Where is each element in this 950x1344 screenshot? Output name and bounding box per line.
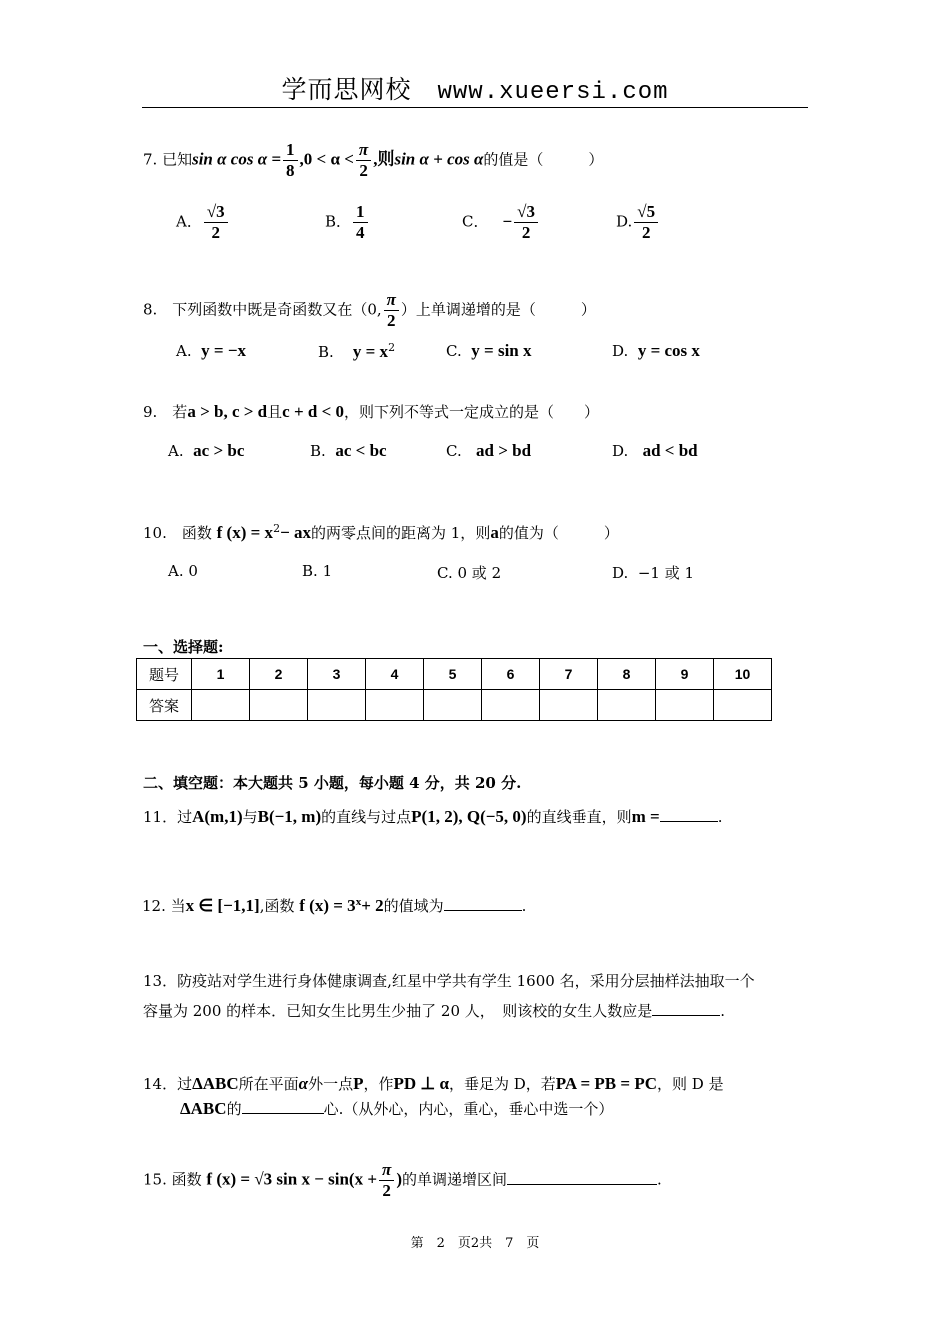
section-1-title: 一、选择题: (143, 638, 224, 656)
q13-answer-blank[interactable] (652, 1001, 720, 1016)
q10-option-b: B. 1 (302, 562, 333, 580)
section-2-title: 二、填空题：本大题共 5 小题，每小题 4 分，共 20 分. (143, 774, 522, 792)
q8-suffix: ）上单调递增的是（ ） (400, 300, 596, 319)
q10-option-c: C. 0 或 2 (437, 564, 502, 582)
q7-frac-pi-2: $\frac{\pi}{2}$ (356, 140, 371, 181)
question-14-line-1: 14．过ΔABC所在平面α外一点P，作PD ⊥ α，垂足为 D，若PA = PB = PC，则 D 是 (143, 1074, 724, 1093)
q8-prefix: 8. 下列函数中既是奇函数又在（0, (143, 300, 382, 319)
col-5: 5 (424, 659, 482, 690)
q9-cond1: a > b, c > d (187, 402, 268, 421)
q14-answer-blank[interactable] (242, 1099, 324, 1114)
col-7: 7 (540, 659, 598, 690)
q7-suffix: 的值是（ ） (483, 150, 604, 169)
question-9: 9. 若a > b, c > d且c + d < 0，则下列不等式一定成立的是（ ） (143, 402, 600, 421)
answer-table-header-row (137, 659, 772, 690)
question-7 (143, 140, 603, 181)
answer-cell-3[interactable] (308, 690, 366, 721)
q9-option-a: A. ac > bc (168, 441, 245, 460)
q7-cond-a: sin α cos α = (192, 149, 282, 169)
answer-table-number-head: 题号 (137, 659, 192, 690)
q7-frac-1-8: $\frac{1}{8}$ (283, 140, 298, 181)
q7-option-b: B． $\frac{1}{4}$ (325, 202, 370, 243)
q9-option-d: D. ad < bd (612, 441, 698, 460)
q7-cond-c: ,则 (373, 149, 395, 169)
answer-table-answer-row (137, 690, 772, 721)
col-6: 6 (482, 659, 540, 690)
question-10: 10. 函数 f $(x) = x^2-$ ax的两零点间的距离为 1，则a的值为（ ） (143, 522, 619, 542)
answer-cell-10[interactable] (714, 690, 772, 721)
answer-cell-5[interactable] (424, 690, 482, 721)
q10-func: f (x) = x (216, 523, 274, 542)
question-13-line-1: 13．防疫站对学生进行身体健康调查,红星中学共有学生 1600 名，采用分层抽样法抽取一个 (143, 972, 755, 990)
q7-option-d: D. $\frac{√5}{2}$ (616, 202, 660, 243)
q8-option-d: D. y = cos x (612, 341, 700, 360)
answer-cell-8[interactable] (598, 690, 656, 721)
q10-option-d: D. −1 或 1 (612, 564, 695, 582)
answer-cell-1[interactable] (192, 690, 250, 721)
question-14-line-2: ΔABC的 心.（从外心，内心，重心，垂心中选一个） (180, 1099, 614, 1118)
answer-cell-6[interactable] (482, 690, 540, 721)
question-15: 15. 函数 f (x) = √3 sin x − sin(x + $\frac{\pi}{2}$ )的单调递增区间 . (143, 1160, 662, 1200)
page-header (0, 70, 950, 106)
col-4: 4 (366, 659, 424, 690)
school-name: 学而思网校 (281, 75, 412, 104)
q7-option-c: C． − $\frac{√3}{2}$ (462, 202, 540, 243)
question-13-line-2: 容量为 200 的样本．已知女生比男生少抽了 20 人， 则该校的女生人数应是 . (143, 1002, 726, 1020)
site-url: www.xueersi.com (437, 79, 669, 106)
col-2: 2 (250, 659, 308, 690)
q7-option-a: A． $\frac{√3}{2}$ (176, 202, 230, 243)
q9-option-b: B. ac < bc (310, 441, 387, 460)
question-11: 11．过A(m,1)与B(−1, m)的直线与过点P(1, 2), Q(−5, 0)的直线垂直，则m = . (143, 807, 723, 826)
col-1: 1 (192, 659, 250, 690)
page-footer: 第 2 页2共 7 页 (410, 1236, 540, 1251)
q12-answer-blank[interactable] (444, 896, 522, 911)
answer-table-answer-head: 答案 (137, 690, 192, 721)
q15-answer-blank[interactable] (507, 1170, 657, 1185)
question-8 (143, 290, 596, 331)
col-10: 10 (714, 659, 772, 690)
q10-option-a: A. 0 (168, 562, 198, 580)
col-9: 9 (656, 659, 714, 690)
q7-cond-b: ,0 < α < (299, 149, 354, 169)
header-rule (142, 107, 808, 108)
q8-option-c: C. y = sin x (446, 341, 532, 360)
q8-option-b: B. $y = x^2$ (318, 341, 396, 361)
q9-option-c: C. ad > bd (446, 441, 532, 460)
q9-cond2: c + d < 0 (282, 402, 345, 421)
q8-option-a: A. y = −x (176, 341, 247, 360)
q8-frac-pi-2: $\frac{\pi}{2}$ (384, 290, 399, 331)
answer-table (136, 658, 772, 721)
answer-cell-9[interactable] (656, 690, 714, 721)
q7-prefix: 7. 已知 (143, 150, 193, 169)
q11-answer-blank[interactable] (660, 807, 718, 822)
answer-cell-2[interactable] (250, 690, 308, 721)
question-12: 12. 当x ∈ [−1,1],函数 f $(x) = 3^x+ 2$的值域为 . (142, 896, 527, 915)
col-3: 3 (308, 659, 366, 690)
answer-cell-4[interactable] (366, 690, 424, 721)
answer-cell-7[interactable] (540, 690, 598, 721)
col-8: 8 (598, 659, 656, 690)
q7-expr: sin α + cos α (394, 149, 484, 169)
